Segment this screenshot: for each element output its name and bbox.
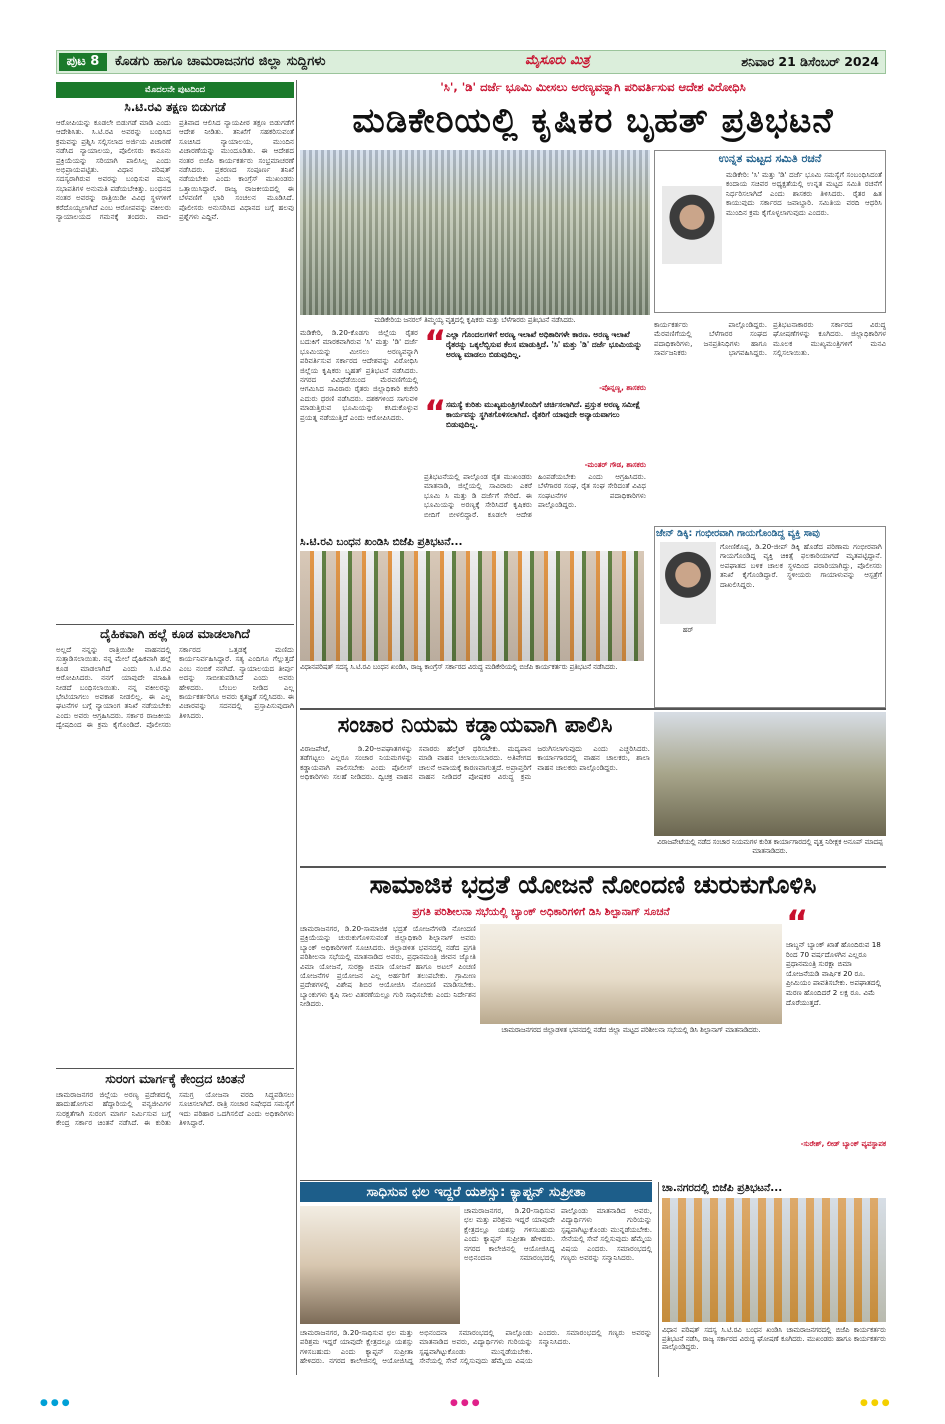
quote-mark: “	[786, 903, 809, 943]
traffic-body: ವಿರಾಜಪೇಟೆ, ಡಿ.20-ಅಪಘಾತಗಳನ್ನು ತಡೆಗಟ್ಟಲು ಎಲ್ಲರೂ ಸಂಚಾರ ನಿಯಮಗಳನ್ನು ಕಡ್ಡಾಯವಾಗಿ ಪಾಲಿಸಬೇಕು ಎಂದು ಪೊಲೀಸ್ ಅಧಿಕಾರಿಗಳು ಸಲಹೆ ನೀಡಿದರು. ದ್ವಿಚಕ್ರ ವಾಹನ ಸವಾರರು ಹೆಲ್ಮೆಟ್ ಧರಿಸಬೇಕು. ಮದ್ಯಪಾನ ಮಾಡಿ ವಾಹನ ಚಲಾಯಿಸಬಾರದು. ಅತಿವೇಗದ ಚಾಲನೆ ಅಪಾಯಕ್ಕೆ ಕಾರಣವಾಗುತ್ತದೆ. ಅಪ್ರಾಪ್ತರಿಗೆ ವಾಹನ ನೀಡಿದರೆ ಪೋಷಕರ ವಿರುದ್ಧ ಕ್ರಮ ಜರುಗಿಸಲಾಗುವುದು ಎಂದು ಎಚ್ಚರಿಸಿದರು. ಕಾರ್ಯಾಗಾರದಲ್ಲಿ ವಾಹನ ಚಾಲಕರು, ಶಾಲಾ ವಾಹನ ಚಾಲಕರು ಪಾಲ್ಗೊಂಡಿದ್ದರು.	[300, 744, 650, 782]
traffic-photo	[654, 712, 886, 836]
quote-mark: “	[424, 393, 447, 433]
meeting-photo	[480, 924, 782, 1024]
social-headline: ಸಾಮಾಜಿಕ ಭದ್ರತೆ ಯೋಜನೆ ನೋಂದಣಿ ಚುರುಕುಗೊಳಿಸಿ	[369, 870, 817, 899]
issue-date: ಶನಿವಾರ 21 ಡಿಸೆಂಬರ್ 2024	[741, 54, 879, 69]
divider	[300, 1180, 652, 1181]
side-box-title: ಉನ್ನತ ಮಟ್ಟದ ಸಮಿತಿ ರಚನೆ	[718, 152, 822, 165]
ct-protest-title: ಸಿ.ಟಿ.ರವಿ ಬಂಧನ ಖಂಡಿಸಿ ಬಿಜೆಪಿ ಪ್ರತಿಭಟನೆ...	[300, 536, 463, 548]
page-number: ಪುಟ 8	[59, 53, 107, 71]
quote-mark: “	[424, 323, 447, 363]
section-title: ಕೊಡಗು ಹಾಗೂ ಚಾಮರಾಜನಗರ ಜಿಲ್ಲಾ ಸುದ್ದಿಗಳು	[115, 54, 326, 69]
page-header	[56, 50, 886, 74]
divider	[56, 1068, 294, 1069]
bjp-cn-caption: ವಿಧಾನ ಪರಿಷತ್ ಸದಸ್ಯ ಸಿ.ಟಿ.ರವಿ ಬಂಧನ ಖಂಡಿಸಿ ಚಾಮರಾಜನಗರದಲ್ಲಿ ಬಿಜೆಪಿ ಕಾರ್ಯಕರ್ತರು ಪ್ರತಿಭಟನೆ ನಡೆಸಿ, ರಾಜ್ಯ ಸರ್ಕಾರದ ವಿರುದ್ಧ ಘೋಷಣೆ ಕೂಗಿದರು. ಮುಖಂಡರು ಹಾಗೂ ಕಾರ್ಯಕರ್ತರು ಪಾಲ್ಗೊಂಡಿದ್ದರು.	[662, 1326, 886, 1352]
traffic-caption: ವಿರಾಜಪೇಟೆಯಲ್ಲಿ ನಡೆದ ಸಂಚಾರ ನಿಯಮಗಳ ಕುರಿತ ಕಾರ್ಯಾಗಾರದಲ್ಲಿ ವೃತ್ತ ನಿರೀಕ್ಷಕ ಅನೂಪ್ ಮಾದಪ್ಪ ಮಾತನಾಡಿದರು.	[657, 838, 883, 855]
official-photo	[662, 186, 722, 264]
ct-protest-caption: ವಿಧಾನಪರಿಷತ್ ಸದಸ್ಯ ಸಿ.ಟಿ.ರವಿ ಬಂಧನ ಖಂಡಿಸಿ, ರಾಜ್ಯ ಕಾಂಗ್ರೆಸ್ ಸರ್ಕಾರದ ವಿರುದ್ಧ ಮಡಿಕೇರಿಯಲ್ಲಿ ಬಿಜೆಪಿ ಕಾರ್ಯಕರ್ತರು ಪ್ರತಿಭಟನೆ ನಡೆಸಿದರು.	[300, 663, 618, 671]
quote1-author: -ಪೊನ್ನಣ್ಣ, ಶಾಸಕರು	[599, 383, 646, 392]
lead-body-right: ಕಾರ್ಯಕರ್ತರು ಪಾಲ್ಗೊಂಡಿದ್ದರು. ಮೆರವಣಿಗೆಯಲ್ಲಿ ಬೆಳೆಗಾರರ ಸಂಘದ ಪದಾಧಿಕಾರಿಗಳು, ಜನಪ್ರತಿನಿಧಿಗಳು ಹಾಗೂ ಸಾರ್ವಜನಿಕರು ಭಾಗವಹಿಸಿದ್ದರು. ಪ್ರತಿಭಟನಾಕಾರರು ಸರ್ಕಾರದ ವಿರುದ್ಧ ಘೋಷಣೆಗಳನ್ನು ಕೂಗಿದರು. ಜಿಲ್ಲಾಧಿಕಾರಿಗಳ ಮೂಲಕ ಮುಖ್ಯಮಂತ್ರಿಗಳಿಗೆ ಮನವಿ ಸಲ್ಲಿಸಲಾಯಿತು.	[654, 320, 886, 358]
story3-title: ಸುರಂಗ ಮಾರ್ಗಕ್ಕೆ ಕೇಂದ್ರದ ಚಿಂತನೆ	[105, 1071, 245, 1086]
victim-name: ಹರ್	[682, 626, 694, 634]
lead-body-a: ಮಡಿಕೇರಿ, ಡಿ.20-ಕೊಡಗು ಜಿಲ್ಲೆಯ ರೈತರ ಬದುಕಿಗೆ ಮಾರಕವಾಗಿರುವ 'ಸಿ' ಮತ್ತು 'ಡಿ' ದರ್ಜೆ ಭೂಮಿಯನ್ನು ಮೀಸಲು ಅರಣ್ಯವನ್ನಾಗಿ ಪರಿವರ್ತಿಸುವ ಸರ್ಕಾರದ ಆದೇಶವನ್ನು ವಿರೋಧಿಸಿ ಜಿಲ್ಲೆಯ ಕೃಷಿಕರು ಬೃಹತ್ ಪ್ರತಿಭಟನೆ ನಡೆಸಿದರು. ನಗರದ ವಿವಿಧೆಡೆಯಿಂದ ಮೆರವಣಿಗೆಯಲ್ಲಿ ಆಗಮಿಸಿದ ಸಾವಿರಾರು ರೈತರು ಜಿಲ್ಲಾಧಿಕಾರಿ ಕಚೇರಿ ಎದುರು ಧರಣಿ ನಡೆಸಿದರು. ದಶಕಗಳಿಂದ ಸಾಗುವಳಿ ಮಾಡುತ್ತಿರುವ ಭೂಮಿಯನ್ನು ಕಸಿದುಕೊಳ್ಳುವ ಪ್ರಯತ್ನ ನಡೆಯುತ್ತಿದೆ ಎಂದು ಆರೋಪಿಸಿದರು.	[300, 328, 418, 422]
side-box-body: ಮಡಿಕೇರಿ: 'ಸಿ' ಮತ್ತು 'ಡಿ' ದರ್ಜೆ ಭೂಮಿ ಸಮಸ್ಯೆಗೆ ಸಂಬಂಧಿಸಿದಂತೆ ಕಂದಾಯ ಸಚಿವರ ಅಧ್ಯಕ್ಷತೆಯಲ್ಲಿ ಉನ್ನತ ಮಟ್ಟದ ಸಮಿತಿ ರಚನೆಗೆ ನಿರ್ಧರಿಸಲಾಗಿದೆ ಎಂದು ಶಾಸಕರು ತಿಳಿಸಿದರು. ರೈತರ ಹಿತ ಕಾಯುವುದು ಸರ್ಕಾರದ ಜವಾಬ್ದಾರಿ. ಸಮಿತಿಯ ವರದಿ ಆಧರಿಸಿ ಮುಂದಿನ ಕ್ರಮ ಕೈಗೊಳ್ಳಲಾಗುವುದು ಎಂದರು.	[726, 170, 882, 217]
traffic-headline: ಸಂಚಾರ ನಿಯಮ ಕಡ್ಡಾಯವಾಗಿ ಪಾಲಿಸಿ	[337, 713, 613, 738]
print-registration-marks: ●●●	[40, 1398, 73, 1408]
masthead: ಮೈಸೂರು ಮಿತ್ರ	[525, 53, 590, 68]
ct-protest-photo	[300, 551, 644, 661]
social-quote-author: -ಸುರೇಶ್, ಲೀಡ್ ಬ್ಯಾಂಕ್ ವ್ಯವಸ್ಥಾಪಕ	[800, 1140, 886, 1148]
quote2: ಸಮಸ್ಯೆ ಕುರಿತು ಮುಖ್ಯಮಂತ್ರಿಗಳೊಂದಿಗೆ ಚರ್ಚಿಸಲಾಗಿದೆ. ಪ್ರಸ್ತುತ ಅರಣ್ಯ ಸಮೀಕ್ಷೆ ಕಾರ್ಯವನ್ನು ಸ್ಥಗಿತಗೊಳಿಸಲಾಗಿದೆ. ರೈತರಿಗೆ ಯಾವುದೇ ಅನ್ಯಾಯವಾಗಲು ಬಿಡುವುದಿಲ್ಲ.	[446, 400, 641, 429]
story1-body: ಆರೋಪಿಯನ್ನು ಕೂಡಲೇ ಬಿಡುಗಡೆ ಮಾಡಿ ಎಂದು ಆದೇಶಿಸಿತು. ಸಿ.ಟಿ.ರವಿ ಅವರನ್ನು ಬಂಧಿಸಿದ ಕ್ರಮವನ್ನು ಪ್ರಶ್ನಿಸಿ ಸಲ್ಲಿಸಲಾದ ಅರ್ಜಿಯ ವಿಚಾರಣೆ ನಡೆಸಿದ ನ್ಯಾಯಾಲಯ, ಪೊಲೀಸರು ಕಾನೂನು ಪ್ರಕ್ರಿಯೆಯನ್ನು ಸರಿಯಾಗಿ ಪಾಲಿಸಿಲ್ಲ ಎಂದು ಅಭಿಪ್ರಾಯಪಟ್ಟಿತು. ವಿಧಾನ ಪರಿಷತ್ ಸದಸ್ಯರಾಗಿರುವ ಅವರನ್ನು ಬಂಧಿಸುವ ಮುನ್ನ ಸಭಾಪತಿಗಳ ಅನುಮತಿ ಪಡೆಯಬೇಕಿತ್ತು. ಬಂಧನದ ನಂತರ ಅವರನ್ನು ರಾತ್ರಿಯಿಡೀ ವಿವಿಧ ಸ್ಥಳಗಳಿಗೆ ಕರೆದೊಯ್ಯಲಾಗಿದೆ ಎಂಬ ಆರೋಪವನ್ನು ವಕೀಲರು ನ್ಯಾಯಾಲಯದ ಗಮನಕ್ಕೆ ತಂದರು. ವಾದ-ಪ್ರತಿವಾದ ಆಲಿಸಿದ ನ್ಯಾಯಪೀಠ ತಕ್ಷಣ ಬಿಡುಗಡೆಗೆ ಆದೇಶ ನೀಡಿತು. ತನಿಖೆಗೆ ಸಹಕರಿಸುವಂತೆ ಸೂಚಿಸಿದ ನ್ಯಾಯಾಲಯ, ಮುಂದಿನ ವಿಚಾರಣೆಯನ್ನು ಮುಂದೂಡಿತು. ಈ ಆದೇಶದ ನಂತರ ಬಿಜೆಪಿ ಕಾರ್ಯಕರ್ತರು ಸಂಭ್ರಮಾಚರಣೆ ನಡೆಸಿದರು. ಪ್ರಕರಣದ ಸಂಪೂರ್ಣ ತನಿಖೆ ನಡೆಯಬೇಕು ಎಂದು ಕಾಂಗ್ರೆಸ್ ಮುಖಂಡರು ಒತ್ತಾಯಿಸಿದ್ದಾರೆ. ರಾಜ್ಯ ರಾಜಕೀಯದಲ್ಲಿ ಈ ಬೆಳವಣಿಗೆ ಭಾರಿ ಸಂಚಲನ ಮೂಡಿಸಿದೆ. ಪೊಲೀಸರು ಅನುಸರಿಸಿದ ವಿಧಾನದ ಬಗ್ಗೆ ಹಲವು ಪ್ರಶ್ನೆಗಳು ಎದ್ದಿವೆ.	[56, 118, 294, 222]
story3-body: ಚಾಮರಾಜನಗರ ಜಿಲ್ಲೆಯ ಅರಣ್ಯ ಪ್ರದೇಶದಲ್ಲಿ ಹಾದುಹೋಗುವ ಹೆದ್ದಾರಿಯಲ್ಲಿ ವನ್ಯಜೀವಿಗಳ ಸುರಕ್ಷತೆಗಾಗಿ ಸುರಂಗ ಮಾರ್ಗ ನಿರ್ಮಿಸುವ ಬಗ್ಗೆ ಕೇಂದ್ರ ಸರ್ಕಾರ ಚಿಂತನೆ ನಡೆಸಿದೆ. ಈ ಕುರಿತು ಸಮಗ್ರ ಯೋಜನಾ ವರದಿ ಸಿದ್ಧಪಡಿಸಲು ಸೂಚಿಸಲಾಗಿದೆ. ರಾತ್ರಿ ಸಂಚಾರ ನಿಷೇಧದ ಸಮಸ್ಯೆಗೆ ಇದು ಪರಿಹಾರ ಒದಗಿಸಲಿದೆ ಎಂದು ಅಧಿಕಾರಿಗಳು ತಿಳಿಸಿದ್ದಾರೆ.	[56, 1090, 294, 1128]
continued-tag: ಮೊದಲನೇ ಪುಟದಿಂದ	[56, 82, 294, 98]
bjp-cn-photo	[662, 1198, 886, 1322]
print-registration-marks: ●●●	[860, 1398, 893, 1408]
story2-title: ದೈಹಿಕವಾಗಿ ಹಲ್ಲೆ ಕೂಡ ಮಾಡಲಾಗಿದೆ	[100, 626, 250, 641]
divider	[56, 624, 294, 625]
lead-body-b: ಪ್ರತಿಭಟನೆಯಲ್ಲಿ ಪಾಲ್ಗೊಂಡ ರೈತ ಮುಖಂಡರು ಮಾತನಾಡಿ, ಜಿಲ್ಲೆಯಲ್ಲಿ ಸಾವಿರಾರು ಎಕರೆ ಭೂಮಿ ಸಿ ಮತ್ತು ಡಿ ದರ್ಜೆಗೆ ಸೇರಿದೆ. ಈ ಭೂಮಿಯನ್ನು ಅರಣ್ಯಕ್ಕೆ ಸೇರಿಸಿದರೆ ಕೃಷಿಕರು ಬೀದಿಗೆ ಬೀಳಲಿದ್ದಾರೆ. ಕೂಡಲೇ ಆದೇಶ ಹಿಂಪಡೆಯಬೇಕು ಎಂದು ಆಗ್ರಹಿಸಿದರು. ಬೆಳೆಗಾರರ ಸಂಘ, ರೈತ ಸಂಘ ಸೇರಿದಂತೆ ವಿವಿಧ ಸಂಘಟನೆಗಳ ಪದಾಧಿಕಾರಿಗಳು ಪಾಲ್ಗೊಂಡಿದ್ದರು.	[424, 472, 646, 519]
divider	[300, 708, 886, 710]
story1-title: ಸಿ.ಟಿ.ರವಿ ತಕ್ಷಣ ಬಿಡುಗಡೆ	[124, 100, 226, 114]
captain-body: ಚಾಮರಾಜನಗರ, ಡಿ.20-ಸಾಧಿಸುವ ಛಲ ಮತ್ತು ಪರಿಶ್ರಮ ಇದ್ದರೆ ಯಾವುದೇ ಕ್ಷೇತ್ರದಲ್ಲೂ ಯಶಸ್ಸು ಗಳಿಸಬಹುದು ಎಂದು ಕ್ಯಾಪ್ಟನ್ ಸುಪ್ರೀತಾ ಹೇಳಿದರು. ನಗರದ ಕಾಲೇಜಿನಲ್ಲಿ ಆಯೋಜಿಸಿದ್ದ ಅಭಿನಂದನಾ ಸಮಾರಂಭದಲ್ಲಿ ಪಾಲ್ಗೊಂಡು ಮಾತನಾಡಿದ ಅವರು, ವಿದ್ಯಾರ್ಥಿಗಳು ಗುರಿಯನ್ನು ಸ್ಪಷ್ಟವಾಗಿಟ್ಟುಕೊಂಡು ಮುನ್ನಡೆಯಬೇಕು. ಸೇನೆಯಲ್ಲಿ ಸೇವೆ ಸಲ್ಲಿಸುವುದು ಹೆಮ್ಮೆಯ ವಿಷಯ ಎಂದರು. ಸಮಾರಂಭದಲ್ಲಿ ಗಣ್ಯರು ಅವರನ್ನು ಸನ್ಮಾನಿಸಿದರು.	[464, 1206, 652, 1263]
quote2-author: -ಮಂತರ್ ಗೌಡ, ಶಾಸಕರು	[584, 460, 646, 469]
quote1: ಎಲ್ಲಾ ಗೊಂದಲಗಳಿಗೆ ಅರಣ್ಯ ಇಲಾಖೆ ಅಧಿಕಾರಿಗಳೇ ಕಾರಣ. ಅರಣ್ಯ ಇಲಾಖೆ ರೈತರನ್ನು ಒಕ್ಕಲೆಬ್ಬಿಸುವ ಕೆಲಸ ಮಾಡುತ್ತಿದೆ. 'ಸಿ' ಮತ್ತು 'ಡಿ' ದರ್ಜೆ ಭೂಮಿಯನ್ನು ಅರಣ್ಯ ಮಾಡಲು ಬಿಡುವುದಿಲ್ಲ.	[446, 330, 642, 359]
meeting-caption: ಚಾಮರಾಜನಗರದ ಜಿಲ್ಲಾಡಳಿತ ಭವನದಲ್ಲಿ ನಡೆದ ಜಿಲ್ಲಾ ಮಟ್ಟದ ಪರಿಶೀಲನಾ ಸಭೆಯಲ್ಲಿ ಡಿಸಿ ಶಿಲ್ಪಾನಾಗ್ ಮಾತನಾಡಿದರು.	[501, 1026, 761, 1034]
story2-body: ಅಲ್ಲದೆ ನನ್ನನ್ನು ರಾತ್ರಿಯಿಡೀ ವಾಹನದಲ್ಲಿ ಸುತ್ತಾಡಿಸಲಾಯಿತು. ನನ್ನ ಮೇಲೆ ದೈಹಿಕವಾಗಿ ಹಲ್ಲೆ ಕೂಡ ಮಾಡಲಾಗಿದೆ ಎಂದು ಸಿ.ಟಿ.ರವಿ ಆರೋಪಿಸಿದರು. ನನಗೆ ಯಾವುದೇ ಮಾಹಿತಿ ನೀಡದೆ ಬಂಧಿಸಲಾಯಿತು. ನನ್ನ ವಕೀಲರನ್ನು ಭೇಟಿಯಾಗಲು ಅವಕಾಶ ನೀಡಲಿಲ್ಲ. ಈ ಎಲ್ಲ ಘಟನೆಗಳ ಬಗ್ಗೆ ನ್ಯಾಯಾಂಗ ತನಿಖೆ ನಡೆಯಬೇಕು ಎಂದು ಅವರು ಆಗ್ರಹಿಸಿದರು. ಸರ್ಕಾರ ರಾಜಕೀಯ ದ್ವೇಷದಿಂದ ಈ ಕ್ರಮ ಕೈಗೊಂಡಿದೆ. ಪೊಲೀಸರು ಸರ್ಕಾರದ ಒತ್ತಡಕ್ಕೆ ಮಣಿದು ಕಾರ್ಯನಿರ್ವಹಿಸಿದ್ದಾರೆ. ಸತ್ಯ ಎಂದಿಗೂ ಗೆಲ್ಲುತ್ತದೆ ಎಂಬ ನಂಬಿಕೆ ನನಗಿದೆ. ನ್ಯಾಯಾಲಯದ ತೀರ್ಪು ಅದನ್ನು ಸಾಬೀತುಪಡಿಸಿದೆ ಎಂದು ಅವರು ಹೇಳಿದರು. ಬೆಂಬಲ ನೀಡಿದ ಎಲ್ಲ ಕಾರ್ಯಕರ್ತರಿಗೂ ಅವರು ಕೃತಜ್ಞತೆ ಸಲ್ಲಿಸಿದರು. ಈ ವಿಚಾರವನ್ನು ಸದನದಲ್ಲಿ ಪ್ರಸ್ತಾಪಿಸುವುದಾಗಿ ತಿಳಿಸಿದರು.	[56, 645, 294, 730]
protest-photo	[300, 150, 650, 315]
social-kicker: ಪ್ರಗತಿ ಪರಿಶೀಲನಾ ಸಭೆಯಲ್ಲಿ ಬ್ಯಾಂಕ್ ಅಧಿಕಾರಿಗಳಿಗೆ ಡಿಸಿ ಶಿಲ್ಪಾನಾಗ್ ಸೂಚನೆ	[412, 906, 670, 918]
column-rule	[658, 1182, 659, 1377]
social-quote: ಜಾಬ್ಧನ್ ಬ್ಯಾಂಕ್ ಖಾತೆ ಹೊಂದಿರುವ 18 ರಿಂದ 70 ವರ್ಷದೊಳಗಿನ ಎಲ್ಲರೂ ಪ್ರಧಾನಮಂತ್ರಿ ಸುರಕ್ಷಾ ಬಿಮಾ ಯೋಜನೆಯಡಿ ವಾರ್ಷಿಕ 20 ರೂ. ಪ್ರೀಮಿಯಂ ಪಾವತಿಸಬೇಕು. ಅಪಘಾತದಲ್ಲಿ ಮರಣ ಹೊಂದಿದರೆ 2 ಲಕ್ಷ ರೂ. ವಿಮೆ ದೊರೆಯುತ್ತದೆ.	[786, 940, 881, 1007]
captain-headline: ಸಾಧಿಸುವ ಛಲ ಇದ್ದರೆ ಯಶಸ್ಸು: ಕ್ಯಾಪ್ಟನ್ ಸುಪ್ರೀತಾ	[300, 1182, 652, 1202]
protest-photo-caption: ಮಡಿಕೇರಿಯ ಜನರಲ್ ತಿಮ್ಮಯ್ಯ ವೃತ್ತದಲ್ಲಿ ಕೃಷಿಕರು ಮತ್ತು ಬೆಳೆಗಾರರು ಪ್ರತಿಭಟನೆ ನಡೆಸಿದರು.	[374, 316, 576, 324]
victim-photo	[660, 542, 716, 624]
social-body: ಚಾಮರಾಜನಗರ, ಡಿ.20-ಸಾಮಾಜಿಕ ಭದ್ರತೆ ಯೋಜನೆಗಳಡಿ ನೋಂದಣಿ ಪ್ರಕ್ರಿಯೆಯನ್ನು ಚುರುಕುಗೊಳಿಸುವಂತೆ ಜಿಲ್ಲಾಧಿಕಾರಿ ಶಿಲ್ಪಾನಾಗ್ ಅವರು ಬ್ಯಾಂಕ್ ಅಧಿಕಾರಿಗಳಿಗೆ ಸೂಚಿಸಿದರು. ಜಿಲ್ಲಾಡಳಿತ ಭವನದಲ್ಲಿ ನಡೆದ ಪ್ರಗತಿ ಪರಿಶೀಲನಾ ಸಭೆಯಲ್ಲಿ ಮಾತನಾಡಿದ ಅವರು, ಪ್ರಧಾನಮಂತ್ರಿ ಜೀವನ ಜ್ಯೋತಿ ವಿಮಾ ಯೋಜನೆ, ಸುರಕ್ಷಾ ಬಿಮಾ ಯೋಜನೆ ಹಾಗೂ ಅಟಲ್ ಪಿಂಚಣಿ ಯೋಜನೆಗಳ ಪ್ರಯೋಜನ ಎಲ್ಲ ಅರ್ಹರಿಗೆ ತಲುಪಬೇಕು. ಗ್ರಾಮೀಣ ಪ್ರದೇಶಗಳಲ್ಲಿ ವಿಶೇಷ ಶಿಬಿರ ಆಯೋಜಿಸಿ ನೋಂದಣಿ ಮಾಡಿಸಬೇಕು. ಬ್ಯಾಂಕುಗಳು ಕೃಷಿ ಸಾಲ ವಿತರಣೆಯಲ್ಲೂ ಗುರಿ ಸಾಧಿಸಬೇಕು ಎಂದು ನಿರ್ದೇಶನ ನೀಡಿದರು.	[300, 924, 476, 1009]
print-registration-marks: ●●●	[450, 1398, 483, 1408]
captain-photo	[300, 1206, 460, 1324]
bjp-cn-headline: ಚಾ.ನಗರದಲ್ಲಿ ಬಿಜೆಪಿ ಪ್ರತಿಭಟನೆ...	[662, 1182, 783, 1194]
column-rule	[296, 80, 297, 1375]
lead-kicker: 'ಸಿ', 'ಡಿ' ದರ್ಜೆ ಭೂಮಿ ಮೀಸಲು ಅರಣ್ಯವನ್ನಾಗಿ ಪರಿವರ್ತಿಸುವ ಆದೇಶ ವಿರೋಧಿಸಿ	[440, 80, 746, 94]
accident-body: ಗೋಣಿಕೊಪ್ಪ, ಡಿ.20-ಜೀಪ್ ಡಿಕ್ಕಿ ಹೊಡೆದ ಪರಿಣಾಮ ಗಂಭೀರವಾಗಿ ಗಾಯಗೊಂಡಿದ್ದ ವ್ಯಕ್ತಿ ಚಿಕಿತ್ಸೆ ಫಲಕಾರಿಯಾಗದೆ ಮೃತಪಟ್ಟಿದ್ದಾನೆ. ಅಪಘಾತದ ಬಳಿಕ ಚಾಲಕ ಸ್ಥಳದಿಂದ ಪರಾರಿಯಾಗಿದ್ದು, ಪೊಲೀಸರು ತನಿಖೆ ಕೈಗೊಂಡಿದ್ದಾರೆ. ಸ್ಥಳೀಯರು ಗಾಯಾಳುವನ್ನು ಆಸ್ಪತ್ರೆಗೆ ದಾಖಲಿಸಿದ್ದರು.	[720, 542, 882, 589]
captain-body-cont: ಚಾಮರಾಜನಗರ, ಡಿ.20-ಸಾಧಿಸುವ ಛಲ ಮತ್ತು ಪರಿಶ್ರಮ ಇದ್ದರೆ ಯಾವುದೇ ಕ್ಷೇತ್ರದಲ್ಲೂ ಯಶಸ್ಸು ಗಳಿಸಬಹುದು ಎಂದು ಕ್ಯಾಪ್ಟನ್ ಸುಪ್ರೀತಾ ಹೇಳಿದರು. ನಗರದ ಕಾಲೇಜಿನಲ್ಲಿ ಆಯೋಜಿಸಿದ್ದ ಅಭಿನಂದನಾ ಸಮಾರಂಭದಲ್ಲಿ ಪಾಲ್ಗೊಂಡು ಮಾತನಾಡಿದ ಅವರು, ವಿದ್ಯಾರ್ಥಿಗಳು ಗುರಿಯನ್ನು ಸ್ಪಷ್ಟವಾಗಿಟ್ಟುಕೊಂಡು ಮುನ್ನಡೆಯಬೇಕು. ಸೇನೆಯಲ್ಲಿ ಸೇವೆ ಸಲ್ಲಿಸುವುದು ಹೆಮ್ಮೆಯ ವಿಷಯ ಎಂದರು. ಸಮಾರಂಭದಲ್ಲಿ ಗಣ್ಯರು ಅವರನ್ನು ಸನ್ಮಾನಿಸಿದರು.	[300, 1328, 652, 1366]
accident-title: ಜೇನ್ ಡಿಕ್ಕಿ: ಗಂಭೀರವಾಗಿ ಗಾಯಗೊಂಡಿದ್ದ ವ್ಯಕ್ತಿ ಸಾವು	[656, 528, 820, 539]
lead-headline: ಮಡಿಕೇರಿಯಲ್ಲಿ ಕೃಷಿಕರ ಬೃಹತ್ ಪ್ರತಿಭಟನೆ	[352, 101, 834, 141]
